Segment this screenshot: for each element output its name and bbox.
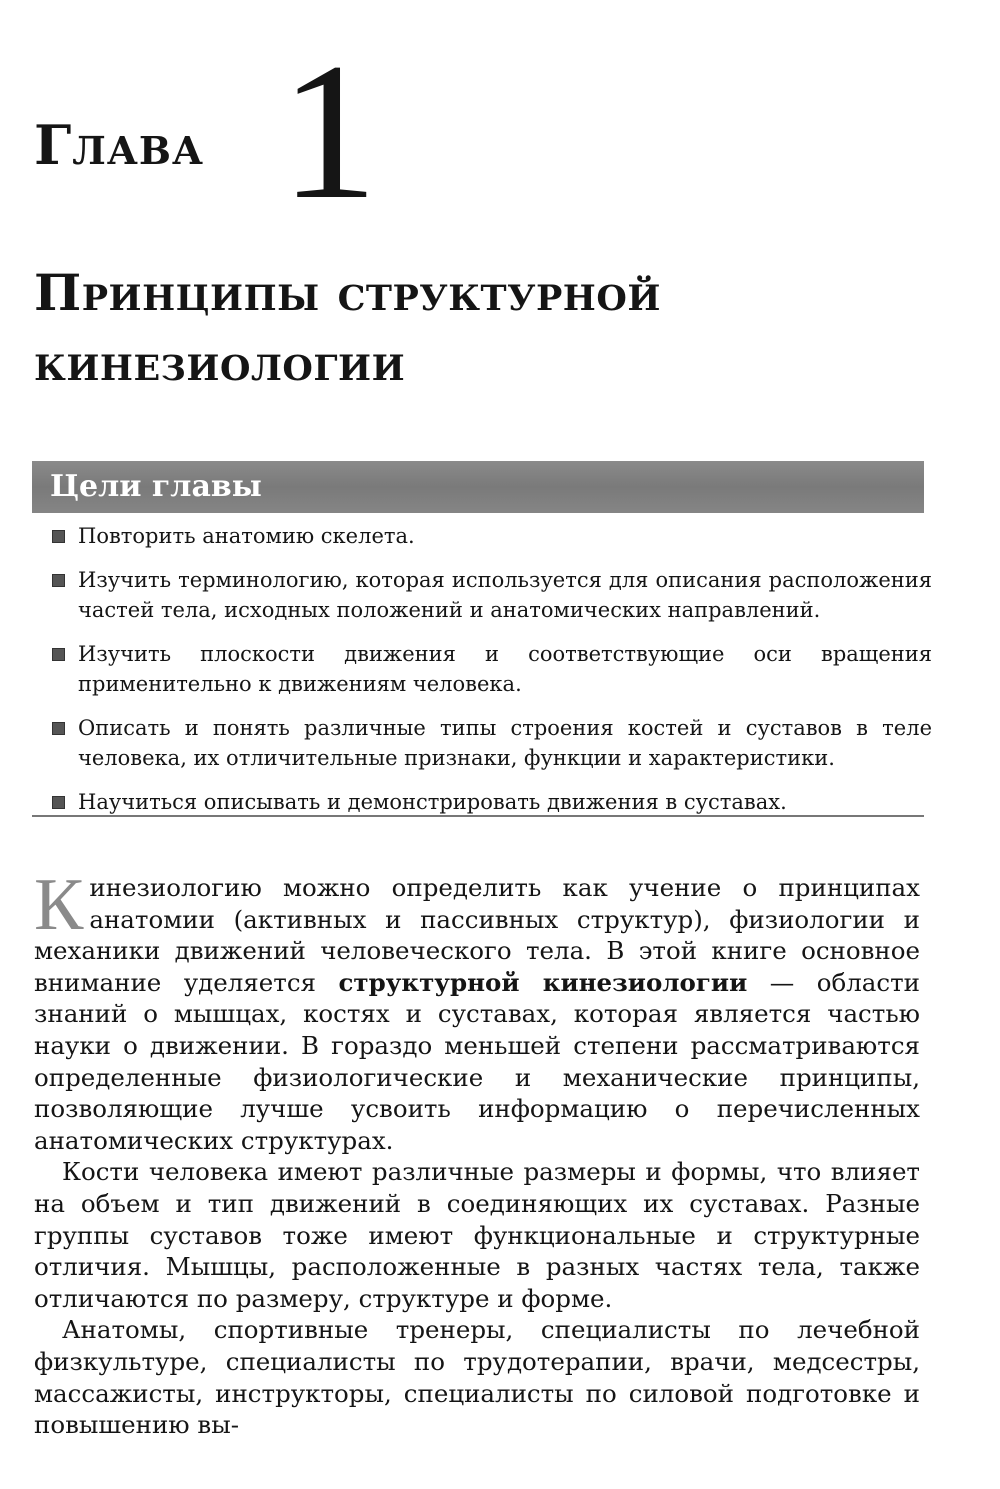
body-text (34, 864, 920, 1441)
square-bullet-icon (52, 722, 65, 735)
goal-item-text: Повторить анатомию скелета. (78, 524, 415, 548)
square-bullet-icon (52, 574, 65, 587)
paragraph-1-text-b: — области знаний о мышцах, костях и суставах, которая является частью науки о движении. В гораздо меньшей степени рассматриваются определенные физиологические и механические принципы, позволяющие лучше усвоить информацию о перечисленных анатомических структурах. (34, 967, 920, 1155)
goal-item (52, 787, 932, 817)
chapter-number: 1 (280, 23, 378, 240)
bold-term: структурной кинезиологии (338, 967, 748, 997)
goal-item (52, 639, 932, 699)
goal-item-text: Изучить плоскости движения и соответствующие оси вращения применительно к движениям человека. (78, 642, 932, 696)
paragraph-1 (34, 864, 920, 1156)
goal-item (52, 521, 932, 551)
square-bullet-icon (52, 530, 65, 543)
square-bullet-icon (52, 796, 65, 809)
paragraph-3: Анатомы, спортивные тренеры, специалисты по лечебной физкультуре, специалисты по трудотерапии, врачи, медсестры, массажисты, инструкторы, специалисты по силовой подготовке и повышению вы- (34, 1315, 920, 1440)
goal-item-text: Изучить терминологию, которая используется для описания расположения частей тела, исходных положений и анатомических направлений. (78, 568, 932, 622)
chapter-goals-title: Цели главы (50, 469, 262, 504)
chapter-goals-list (52, 521, 932, 831)
goal-item (52, 713, 932, 773)
drop-cap: К (34, 864, 84, 946)
goal-item-text: Научиться описывать и демонстрировать движения в суставах. (78, 790, 787, 814)
square-bullet-icon (52, 648, 65, 661)
goal-item-text: Описать и понять различные типы строения костей и суставов в теле человека, их отличительные признаки, функции и характеристики. (78, 716, 932, 770)
chapter-label: Глава (34, 113, 204, 177)
goals-divider (32, 815, 924, 817)
goal-item (52, 565, 932, 625)
paragraph-2: Кости человека имеют различные размеры и формы, что влияет на объем и тип движений в соединяющих их суставах. Разные группы суставов тоже имеют функциональные и структурные отличия. Мышцы, расположенные в разных частях тела, также отличаются по размеру, структуре и форме. (34, 1157, 920, 1313)
chapter-goals-header (32, 461, 924, 513)
paragraph-1-text-a: инезиологию можно определить как учение о принципах анатомии (активных и пассивных структур), физиологии и механики движений человеческого тела. В этой книге основное внимание уделяется (34, 873, 920, 997)
chapter-title: Принципы структурной кинезиологии (34, 263, 661, 392)
chapter-heading (34, 23, 634, 240)
